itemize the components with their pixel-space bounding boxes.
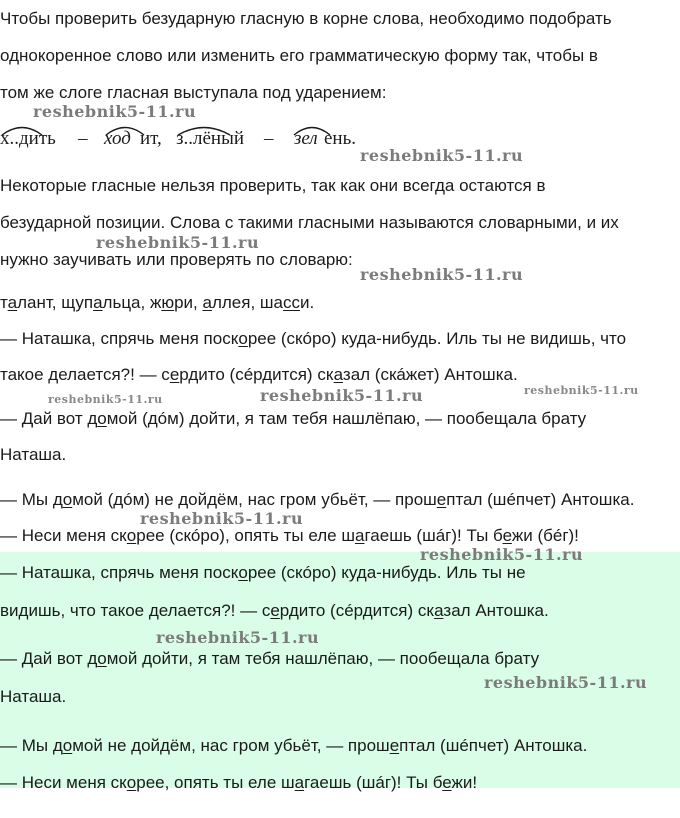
watermark: reshebnik5-11.ru <box>360 265 524 284</box>
rule-line-2: однокоренное слово или изменить его грамматическую форму так, чтобы в <box>0 46 598 65</box>
watermark: reshebnik5-11.ru <box>33 102 197 121</box>
watermark: reshebnik5-11.ru <box>140 509 304 528</box>
example-word-2-ending: ит, <box>140 128 162 149</box>
watermark: reshebnik5-11.ru <box>260 386 424 405</box>
watermark: reshebnik5-11.ru <box>420 545 584 564</box>
answer-line-5: — Мы домой не дойдём, нас гром убьёт, — прошептал (шéпчет) Антошка. <box>0 736 588 755</box>
example-word-1: х..дить <box>0 128 56 149</box>
example-word-2-root: ход <box>104 128 131 149</box>
answer-line-4: Наташа. <box>0 687 67 706</box>
answer-line-3: — Дай вот домой дойти, я там тебя нашлёпаю, — пообещала брату <box>0 649 540 668</box>
dict-line-3: нужно заучивать или проверять по словарю: <box>0 250 353 269</box>
watermark: reshebnik5-11.ru <box>484 673 648 692</box>
task-line-4: Наташа. <box>0 445 67 464</box>
watermark: reshebnik5-11.ru <box>156 628 320 647</box>
task-line-3: — Дай вот домой (дóм) дойти, я там тебя нашлёпаю, — пообещала брату <box>0 409 587 428</box>
watermark: reshebnik5-11.ru <box>48 393 163 406</box>
watermark: reshebnik5-11.ru <box>96 233 260 252</box>
dict-line-1: Некоторые гласные нельзя проверить, так как они всегда остаются в <box>0 176 546 195</box>
task-line-2: такое делается?! — сердито (сéрдится) сказал (скáжет) Антошка. <box>0 365 518 384</box>
watermark: reshebnik5-11.ru <box>524 384 639 397</box>
example-word-4-root: зел <box>294 128 318 149</box>
example-dash-1: – <box>78 128 88 149</box>
example-dash-2: – <box>264 128 274 149</box>
answer-line-1: — Наташка, спрячь меня поскорее (скóро) куда-нибудь. Иль ты не <box>0 563 526 582</box>
example-line <box>0 122 680 154</box>
rule-line-1: Чтобы проверить безударную гласную в корне слова, необходимо подобрать <box>0 9 612 28</box>
task-line-1: — Наташка, спрячь меня поскорее (скóро) куда-нибудь. Иль ты не видишь, что <box>0 329 627 348</box>
watermark: reshebnik5-11.ru <box>360 146 524 165</box>
rule-line-3: том же слоге гласная выступала под ударением: <box>0 83 387 102</box>
task-line-6: — Неси меня скорее (скóро), опять ты еле шагаешь (шáг)! Ты бежи (бéг)! <box>0 526 579 545</box>
example-word-3: з..лёный <box>176 128 245 149</box>
dict-line-2: безударной позиции. Слова с такими гласными называются словарными, и их <box>0 213 619 232</box>
dictionary-words: талант, щупальца, жюри, аллея, шасси. <box>0 293 315 312</box>
example-word-4-ending: ень. <box>324 128 357 149</box>
task-line-5: — Мы домой (дóм) не дойдём, нас гром убьёт, — прошептал (шéпчет) Антошка. <box>0 490 635 509</box>
answer-line-6: — Неси меня скорее, опять ты еле шагаешь (шáг)! Ты бежи! <box>0 773 478 792</box>
answer-line-2: видишь, что такое делается?! — сердито (сéрдится) сказал Антошка. <box>0 601 549 620</box>
